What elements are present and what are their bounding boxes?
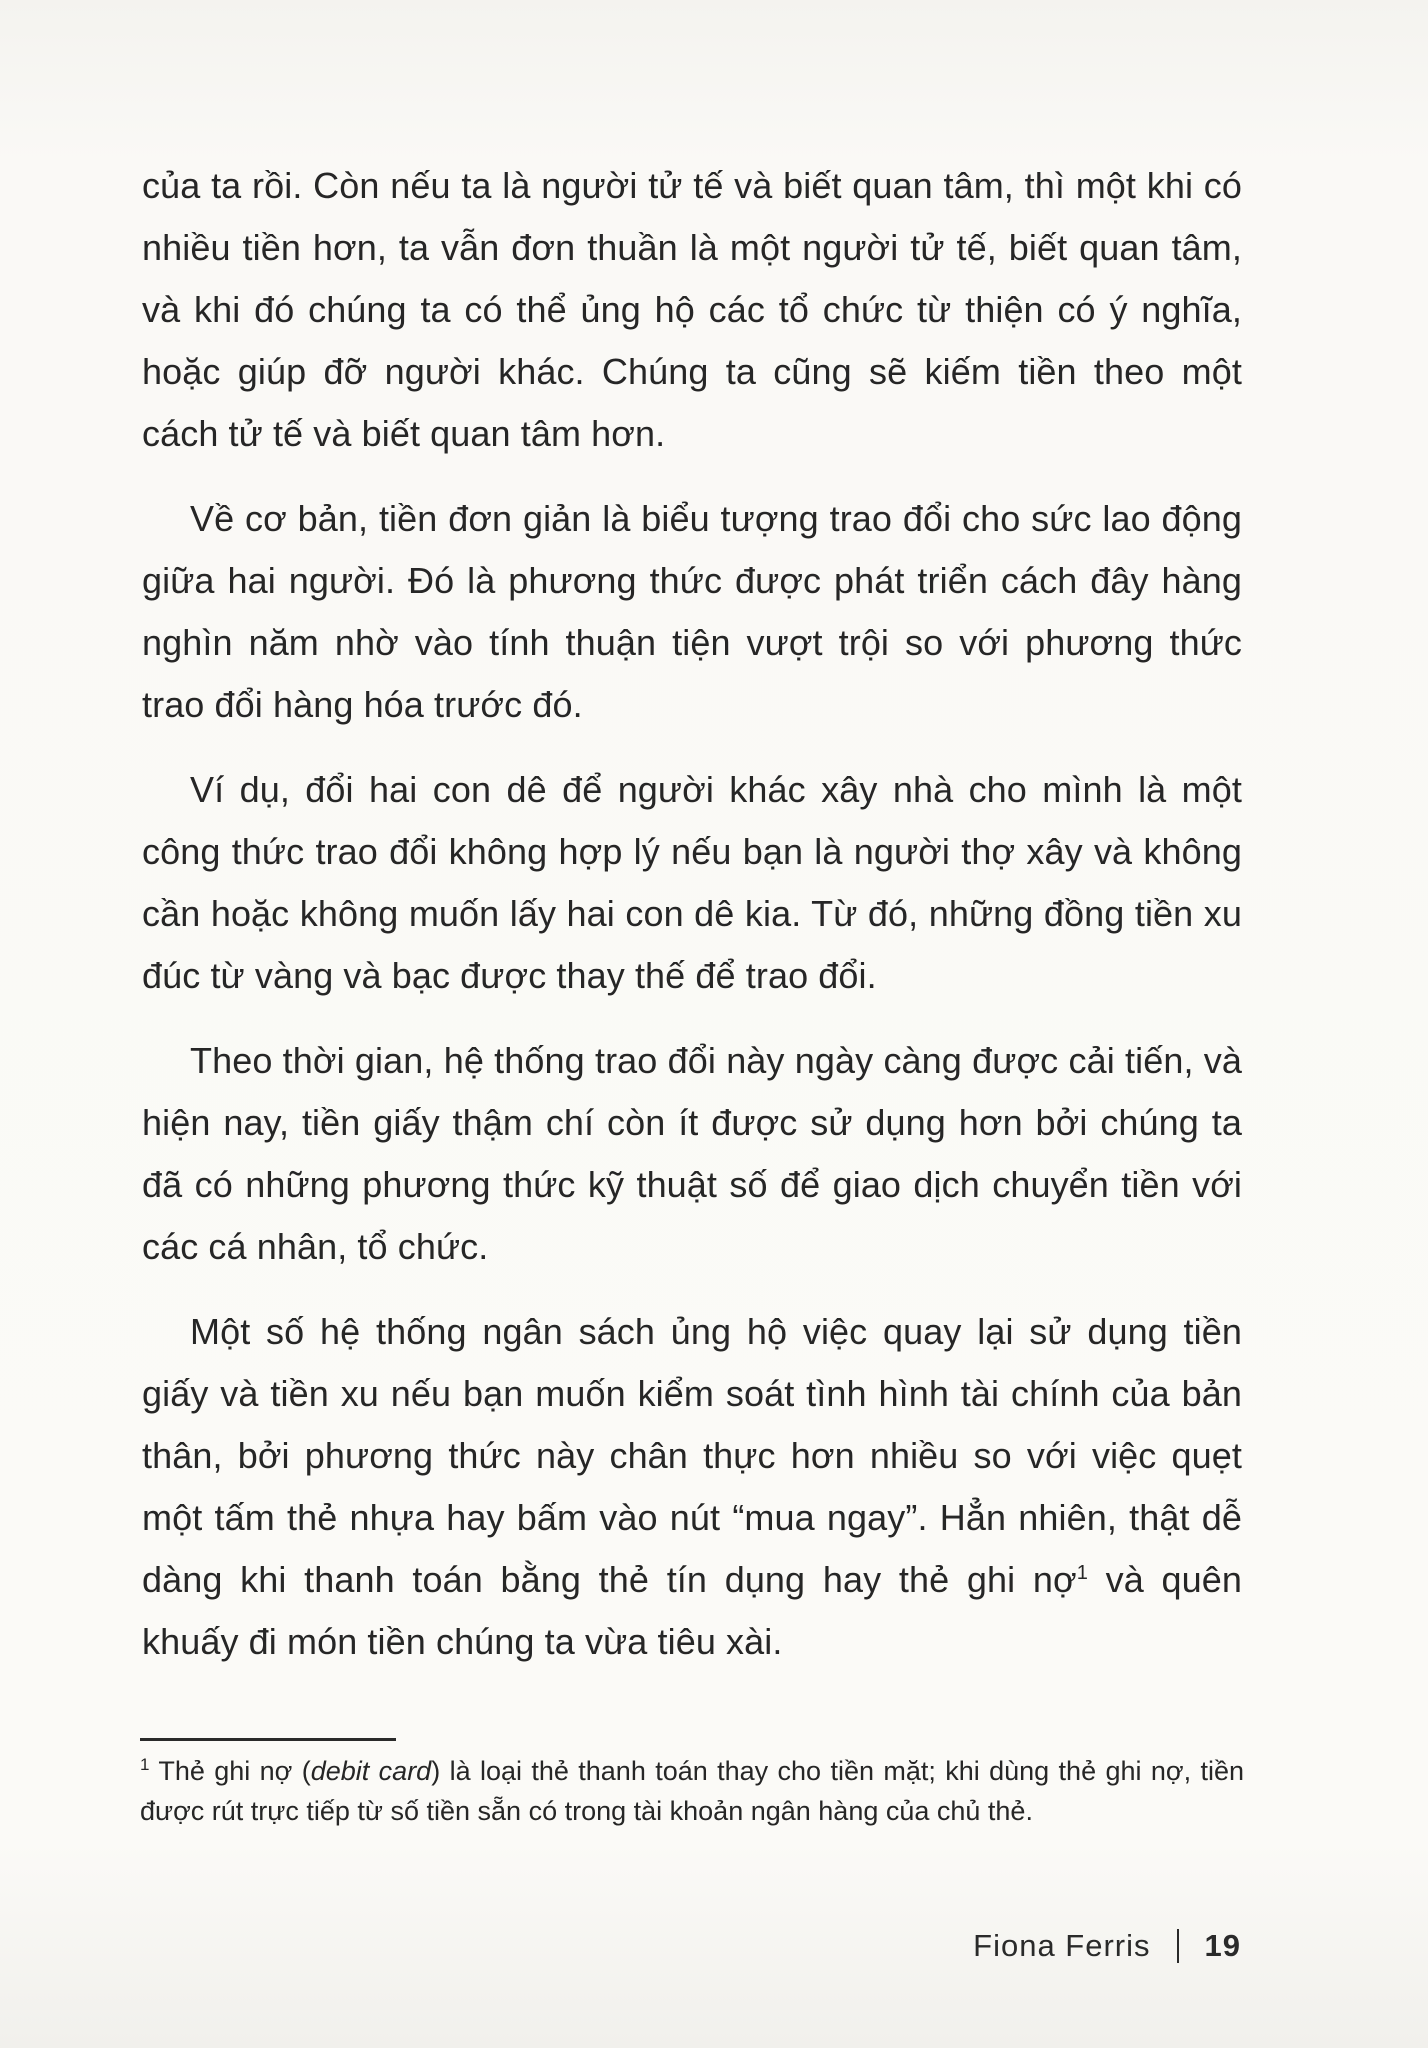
paragraph-5-text-a: Một số hệ thống ngân sách ủng hộ việc quay lại sử dụng tiền giấy và tiền xu nếu bạn muốn kiểm soát tình hình tài chính của bản thân, bởi phương thức này chân thực hơn nhiều so với việc quẹt một tấm thẻ nhựa hay bấm vào nút “mua ngay”. Hẳn nhiên, thật dễ dàng khi thanh toán bằng thẻ tín dụng hay thẻ ghi nợ: [142, 1311, 1242, 1600]
footer-separator: [1177, 1929, 1179, 1963]
footnote-divider: [140, 1738, 396, 1741]
footnote-italic-term: debit card: [310, 1756, 432, 1786]
footnote-text-a: Thẻ ghi nợ (: [149, 1756, 311, 1786]
paragraph-2: Về cơ bản, tiền đơn giản là biểu tượng trao đổi cho sức lao động giữa hai người. Đó là phương thức được phát triển cách đây hàng nghìn năm nhờ vào tính thuận tiện vượt trội so với phương thức trao đổi hàng hóa trước đó.: [142, 498, 1242, 725]
footnote: [140, 1751, 1244, 1831]
footnote-marker: 1: [140, 1755, 150, 1774]
body-text: [142, 155, 1242, 1696]
paragraph-5: [142, 1301, 1242, 1673]
footnote-reference: 1: [1076, 1562, 1088, 1584]
paragraph-4: Theo thời gian, hệ thống trao đổi này ngày càng được cải tiến, và hiện nay, tiền giấy thậm chí còn ít được sử dụng hơn bởi chúng ta đã có những phương thức kỹ thuật số để giao dịch chuyển tiền với các cá nhân, tổ chức.: [142, 1040, 1242, 1267]
page-number: 19: [1204, 1928, 1241, 1963]
paragraph-1: của ta rồi. Còn nếu ta là người tử tế và biết quan tâm, thì một khi có nhiều tiền hơn, ta vẫn đơn thuần là một người tử tế, biết quan tâm, và khi đó chúng ta có thể ủng hộ các tổ chức từ thiện có ý nghĩa, hoặc giúp đỡ người khác. Chúng ta cũng sẽ kiếm tiền theo một cách tử tế và biết quan tâm hơn.: [142, 165, 1242, 454]
paragraph-3: Ví dụ, đổi hai con dê để người khác xây nhà cho mình là một công thức trao đổi không hợp lý nếu bạn là người thợ xây và không cần hoặc không muốn lấy hai con dê kia. Từ đó, những đồng tiền xu đúc từ vàng và bạc được thay thế để trao đổi.: [142, 769, 1242, 996]
footer-author: Fiona Ferris: [973, 1928, 1151, 1963]
paragraph-5-text-b: và quên khuấy đi món tiền chúng ta vừa tiêu xài.: [142, 1559, 1242, 1662]
footnote-text-b: ) là loại thẻ thanh toán thay cho tiền mặt; khi dùng thẻ ghi nợ, tiền được rút trực tiếp từ số tiền sẵn có trong tài khoản ngân hàng của chủ thẻ.: [140, 1756, 1244, 1826]
page-footer: [973, 1926, 1241, 1966]
